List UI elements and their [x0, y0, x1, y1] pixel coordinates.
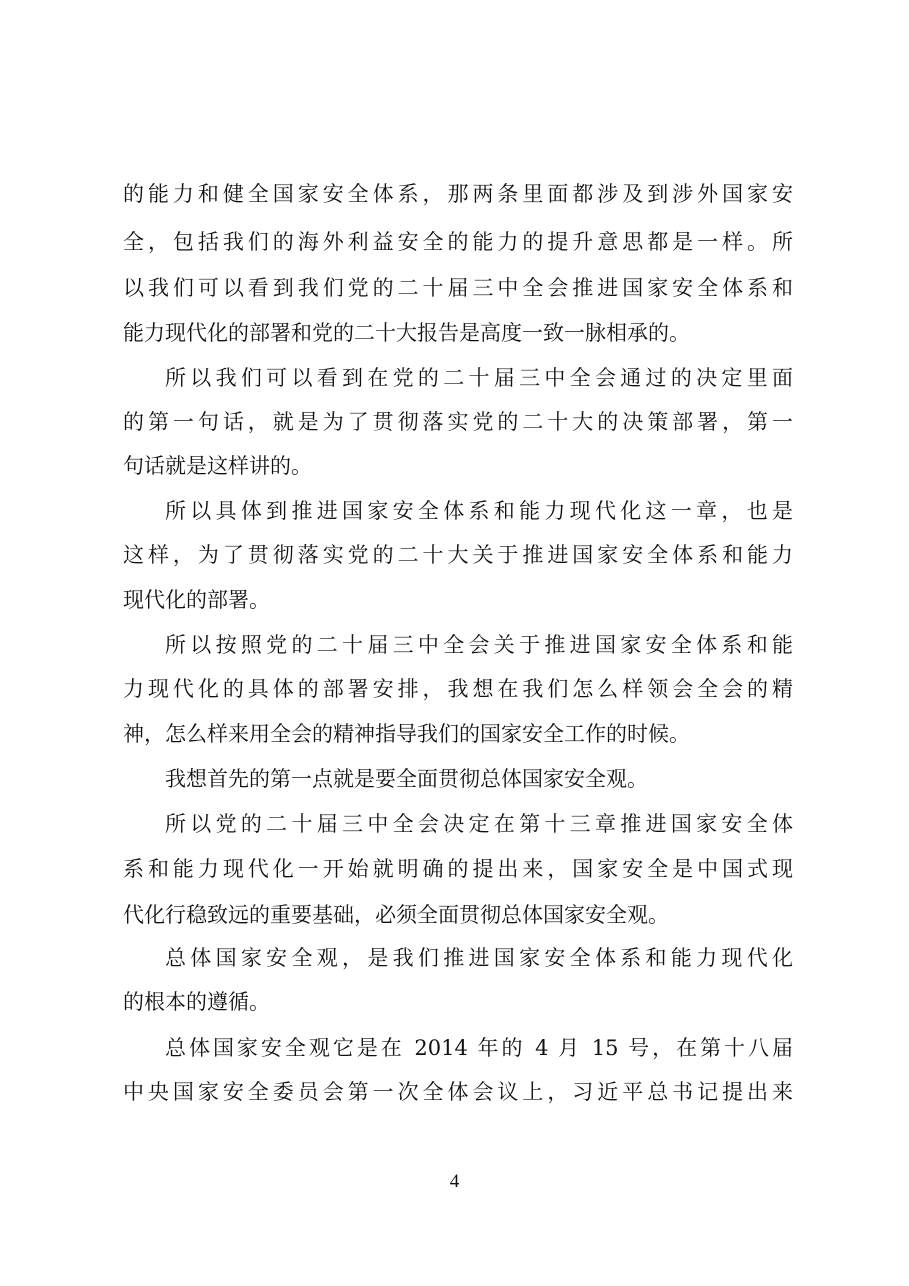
text-line: 所以我们可以看到在党的二十届三中全会通过的决定里面 [165, 366, 793, 390]
text-line: 能力现代化的部署和党的二十大报告是高度一致一脉相承的。 [123, 321, 690, 345]
text-line: 神，怎么样来用全会的精神指导我们的国家安全工作的时候。 [123, 722, 690, 746]
text-line: 代化行稳致远的重要基础，必须全面贯彻总体国家安全观。 [123, 903, 669, 927]
text-line: 所以具体到推进国家安全体系和能力现代化这一章，也是 [165, 499, 793, 523]
text-line: 总体国家安全观，是我们推进国家安全体系和能力现代化 [165, 946, 793, 970]
text-line: 的能力和健全国家安全体系，那两条里面都涉及到涉外国家安 [123, 182, 793, 206]
text-line: 全，包括我们的海外利益安全的能力的提升意思都是一样。所 [123, 230, 793, 254]
text-line: 总体国家安全观它是在 2014 年的 4 月 15 号，在第十八届 [165, 1036, 793, 1060]
text-line: 现代化的部署。 [123, 588, 270, 612]
text-line: 这样，为了贯彻落实党的二十大关于推进国家安全体系和能力 [123, 543, 793, 567]
text-line: 我想首先的第一点就是要全面贯彻总体国家安全观。 [165, 767, 648, 791]
text-line: 的第一句话，就是为了贯彻落实党的二十大的决策部署，第一 [123, 410, 793, 434]
text-line: 句话就是这样讲的。 [123, 454, 312, 478]
text-line: 中央国家安全委员会第一次全体会议上，习近平总书记提出来 [123, 1080, 793, 1104]
text-line: 以我们可以看到我们党的二十届三中全会推进国家安全体系和 [123, 276, 793, 300]
text-line: 所以党的二十届三中全会决定在第十三章推进国家安全体 [165, 812, 793, 836]
text-line: 力现代化的具体的部署安排，我想在我们怎么样领会全会的精 [123, 677, 793, 701]
page-number: 4 [449, 1171, 460, 1192]
text-line: 的根本的遵循。 [123, 990, 270, 1014]
text-line: 所以按照党的二十届三中全会关于推进国家安全体系和能 [165, 633, 793, 657]
text-line: 系和能力现代化一开始就明确的提出来，国家安全是中国式现 [123, 857, 793, 881]
